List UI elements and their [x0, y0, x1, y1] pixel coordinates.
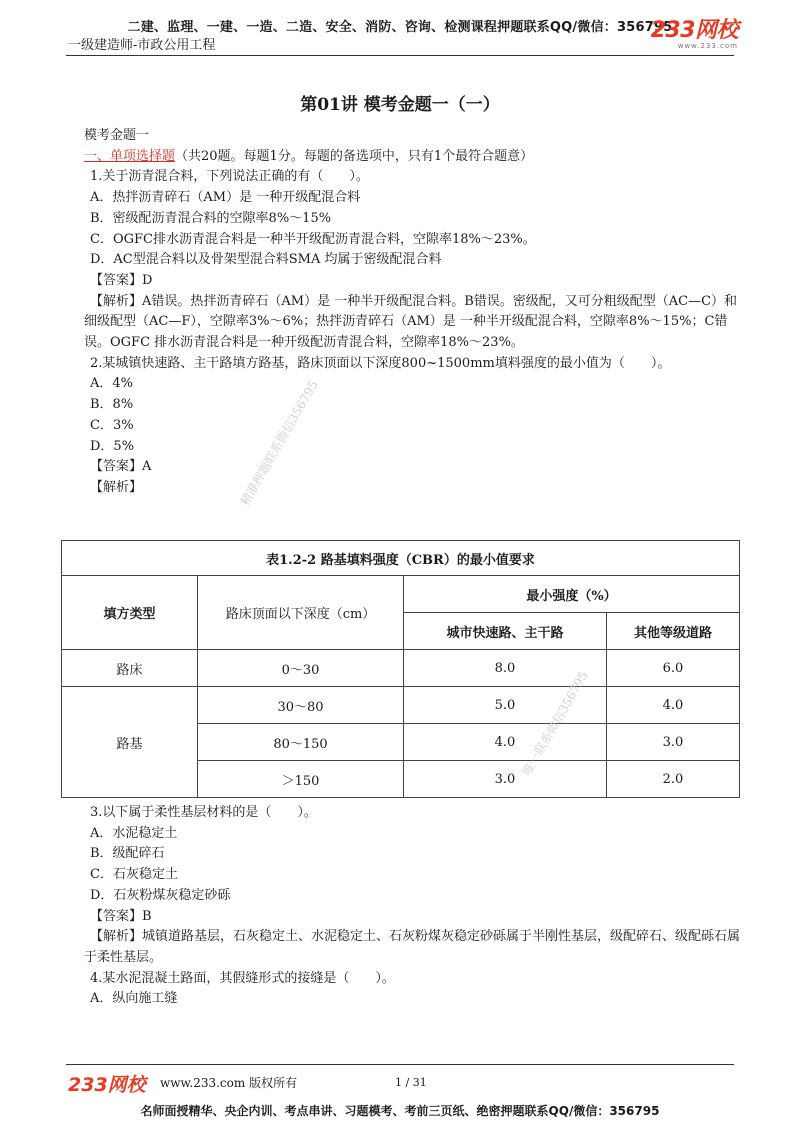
cell-value-b: 3.0 — [607, 724, 740, 761]
q1-option-b: B．密级配沥青混合料的空隙率8%～15% — [90, 210, 332, 226]
cell-type: 路基 — [62, 687, 198, 798]
cell-value-b: 6.0 — [607, 650, 740, 687]
table-header-type: 填方类型 — [62, 576, 198, 650]
footer-logo[interactable]: 233网校 — [68, 1074, 146, 1096]
q1-option-c: C．OGFC排水沥青混合料是一种半开级配沥青混合料，空隙率18%～23%。 — [90, 231, 536, 247]
cell-depth: 80～150 — [198, 724, 404, 761]
cell-depth: 30～80 — [198, 687, 404, 724]
header-divider — [66, 55, 734, 56]
table-row — [62, 650, 740, 687]
q1-option-d: D．AC型混合料以及骨架型混合料SMA 均属于密级配混合料 — [90, 252, 442, 268]
logo-text: 233网校 — [650, 18, 738, 43]
table-header-depth: 路床顶面以下深度（cm） — [198, 576, 404, 650]
content-top — [84, 126, 740, 499]
q1-option-a: A．热拌沥青碎石（AM）是 一种开级配混合料 — [90, 190, 361, 206]
logo-url: www.233.com — [677, 42, 738, 50]
cell-value-b: 4.0 — [607, 687, 740, 724]
cell-value-a: 8.0 — [404, 650, 607, 687]
q2-answer: 【答案】A — [90, 459, 152, 475]
q3-option-b: B．级配碎石 — [90, 846, 165, 862]
q2-option-c: C．3% — [90, 417, 134, 433]
q2-option-a: A．4% — [90, 376, 134, 392]
q3-option-c: C．石灰稳定土 — [90, 867, 178, 883]
q3-option-d: D．石灰粉煤灰稳定砂砾 — [90, 887, 231, 903]
cell-value-b: 2.0 — [607, 761, 740, 798]
watermark: 精准押题联系微信356795 — [237, 378, 321, 508]
cell-depth: ＞150 — [198, 761, 404, 798]
watermark: 唯一联系微信356795 — [519, 668, 591, 778]
header-subtitle: 一级建造师-市政公用工程 — [68, 38, 216, 53]
page-title: 第01讲 模考金题一（一） — [300, 95, 500, 115]
q3-explanation: 【解析】城镇道路基层，石灰稳定土、水泥稳定土、石灰粉煤灰稳定砂砾属于半刚性基层，级配碎石、级配砾石属于柔性基层。 — [84, 929, 741, 965]
page-number: 1 / 31 — [395, 1076, 427, 1089]
table-subheader-other: 其他等级道路 — [607, 613, 740, 650]
table-subheader-expressway: 城市快速路、主干路 — [404, 613, 607, 650]
table-header-min-strength: 最小强度（%） — [404, 576, 740, 613]
cell-value-a: 4.0 — [404, 724, 607, 761]
q3-option-a: A．水泥稳定土 — [90, 825, 178, 841]
cell-value-a: 5.0 — [404, 687, 607, 724]
cell-value-a: 3.0 — [404, 761, 607, 798]
q2-option-b: B．8% — [90, 397, 134, 413]
question-2: 2.某城镇快速路、主干路填方路基，路床顶面以下深度800~1500mm填料强度的最小值为（ ）。 — [90, 355, 671, 371]
footer-copyright: www.233.com 版权所有 — [160, 1076, 298, 1090]
question-4: 4.某水泥混凝土路面，其假缝形式的接缝是（ ）。 — [90, 970, 395, 986]
q2-option-d: D．5% — [90, 438, 135, 454]
footer-divider — [66, 1064, 734, 1065]
q2-explanation: 【解析】 — [90, 479, 143, 495]
table-row — [62, 687, 740, 724]
question-type-label: 一、单项选择题 — [84, 148, 176, 164]
q1-answer: 【答案】D — [90, 272, 153, 288]
header-logo[interactable] — [651, 20, 738, 50]
question-type-line — [84, 147, 740, 168]
cell-type: 路床 — [62, 650, 198, 687]
q1-explanation: 【解析】A错误。热拌沥青碎石（AM）是 一种半开级配混合料。B错误。密级配，又可分粗级配型（AC—C）和细级配型（AC—F），空隙率3%～6%；热拌沥青碎石（AM）是 一种半开级配混合料，空隙率8%～15%；C错误。OGFC 排水沥青混合料是一种开级配沥青混合料，空隙率18%～23%。 — [84, 293, 738, 351]
question-type-desc: （共20题。每题1分。每题的备选项中，只有1个最符合题意） — [175, 148, 534, 164]
cell-depth: 0～30 — [198, 650, 404, 687]
section-heading: 模考金题一 — [84, 128, 150, 143]
cbr-table — [61, 540, 740, 798]
table-caption: 表1.2-2 路基填料强度（CBR）的最小值要求 — [62, 541, 740, 576]
footer-bottom: 名师面授精华、央企内训、考点串讲、习题模考、考前三页纸、绝密押题联系QQ/微信：356795 — [140, 1104, 660, 1118]
question-3: 3.以下属于柔性基层材料的是（ ）。 — [90, 805, 317, 820]
header-top: 二建、监理、一建、一造、二造、安全、消防、咨询、检测课程押题联系QQ/微信：356795 — [127, 20, 673, 35]
question-1: 1.关于沥青混合料，下列说法正确的有（ ）。 — [90, 169, 369, 185]
q3-answer: 【答案】B — [90, 908, 152, 924]
q4-option-a: A．纵向施工缝 — [90, 991, 178, 1007]
content-bottom — [84, 803, 740, 1010]
